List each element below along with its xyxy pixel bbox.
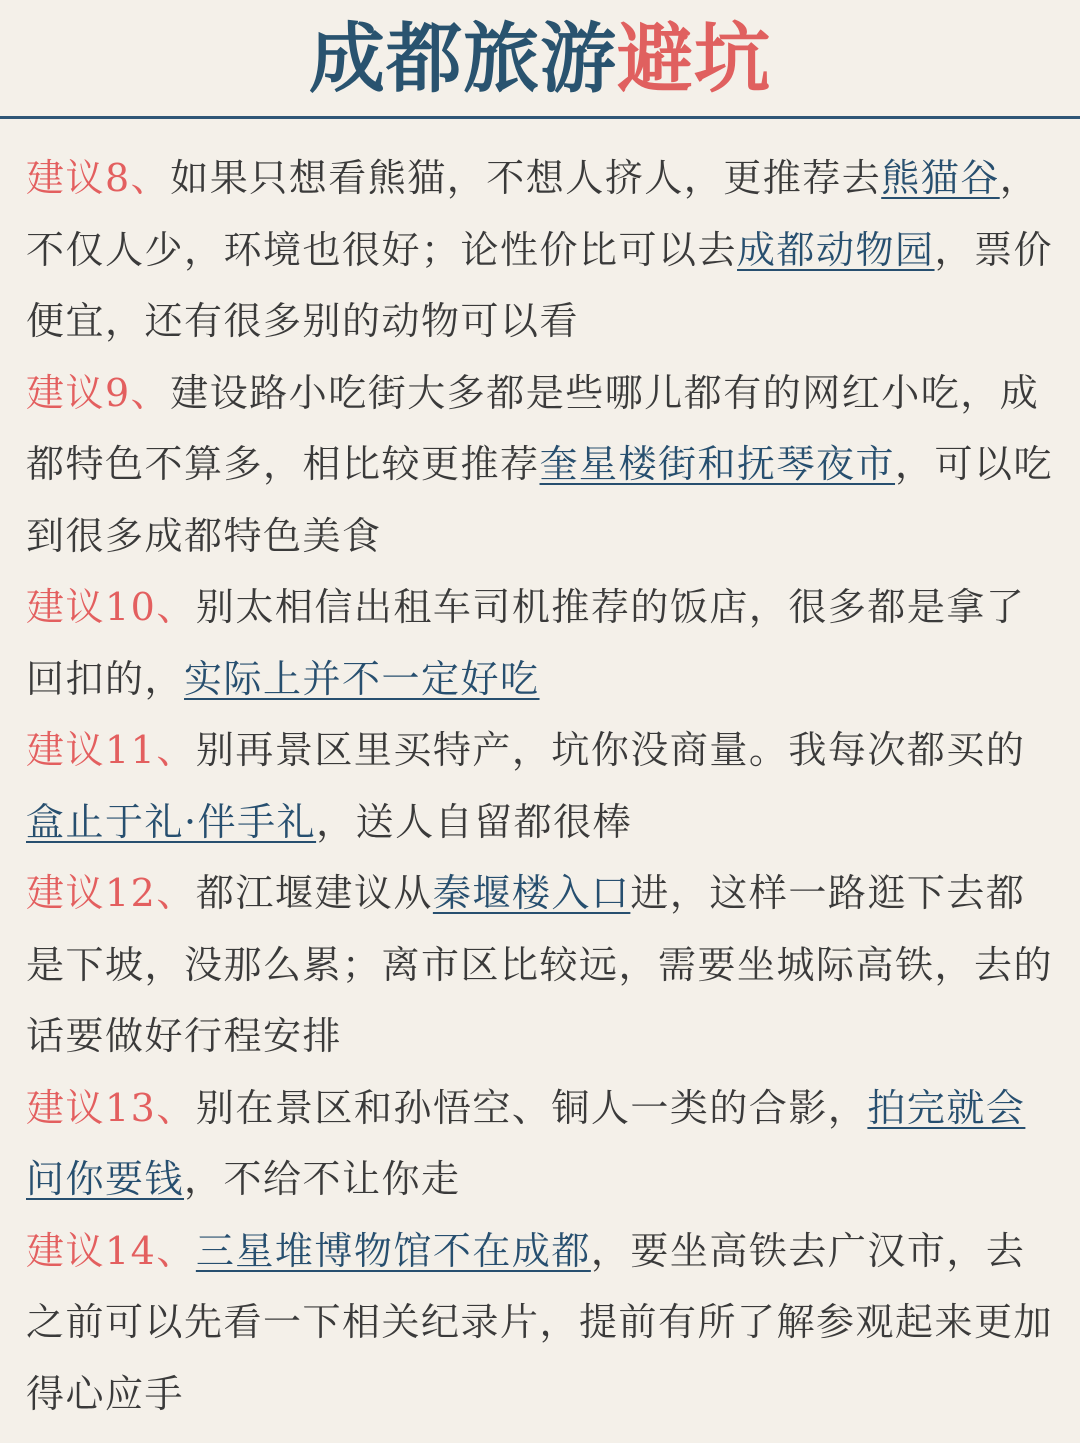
tip-label: 建议12、 (26, 871, 196, 915)
title-accent: 避坑 (617, 14, 771, 103)
tip-text: 如果只想看熊猫，不想人挤人，更推荐去 (170, 156, 882, 200)
highlighted-text: 熊猫谷 (881, 156, 1000, 200)
page-title (0, 0, 1080, 104)
tip-label: 建议10、 (26, 585, 196, 629)
tips-list (26, 143, 1060, 1430)
tip-item (26, 715, 1060, 858)
highlighted-text: 三星堆博物馆不在成都 (195, 1228, 591, 1273)
header-divider (0, 116, 1080, 119)
tip-item (26, 572, 1060, 715)
title-main: 成都旅游 (309, 14, 617, 103)
tip-item (26, 1073, 1060, 1216)
tip-item (26, 1216, 1060, 1431)
tip-text: 别太相信出租车司机推荐的饭店，很多都是拿了回扣的， (26, 585, 1026, 701)
tip-text: ，票价便宜，还有很多别的动物可以看 (26, 227, 1054, 343)
page-header (0, 0, 1080, 118)
tip-text: ，送人自留都很棒 (316, 799, 633, 844)
tip-label: 建议8、 (26, 156, 171, 200)
tip-item (26, 858, 1060, 1073)
tip-text: 建设路小吃街大多都是些哪儿都有的网红小吃，成都特色不算多，相比较更推荐 (26, 370, 1040, 486)
highlighted-text: 盒止于礼·伴手礼 (26, 799, 317, 844)
tip-item (26, 358, 1060, 573)
highlighted-text: 实际上并不一定好吃 (184, 656, 540, 701)
tip-label: 建议14、 (26, 1228, 196, 1273)
tip-text: ，可以吃到很多成都特色美食 (26, 442, 1054, 558)
tip-text: 都江堰建议从 (195, 871, 433, 915)
tip-text: ，不仅人少，环境也很好；论性价比可以去 (26, 156, 1040, 272)
highlighted-text: 奎星楼街和抚琴夜市 (539, 442, 896, 486)
tip-label: 建议11、 (26, 728, 196, 772)
tip-text: ，不给不让你走 (184, 1157, 461, 1201)
tip-text: 别在景区和孙悟空、铜人一类的合影， (195, 1085, 868, 1130)
tip-text: 进，这样一路逛下去都是下坡，没那么累；离市区比较远，需要坐城际高铁，去的话要做好行程安排 (26, 871, 1054, 1058)
tip-item (26, 143, 1060, 358)
highlighted-text: 拍完就会问你要钱 (26, 1085, 1026, 1201)
tip-label: 建议9、 (26, 370, 171, 415)
tip-text: 别再景区里买特产，坑你没商量。我每次都买的 (195, 728, 1026, 772)
tip-label: 建议13、 (26, 1085, 196, 1130)
highlighted-text: 成都动物园 (737, 227, 935, 272)
highlighted-text: 秦堰楼入口 (432, 871, 631, 915)
tip-text: ，要坐高铁去广汉市，去之前可以先看一下相关纪录片，提前有所了解参观起来更加得心应手 (26, 1228, 1054, 1416)
